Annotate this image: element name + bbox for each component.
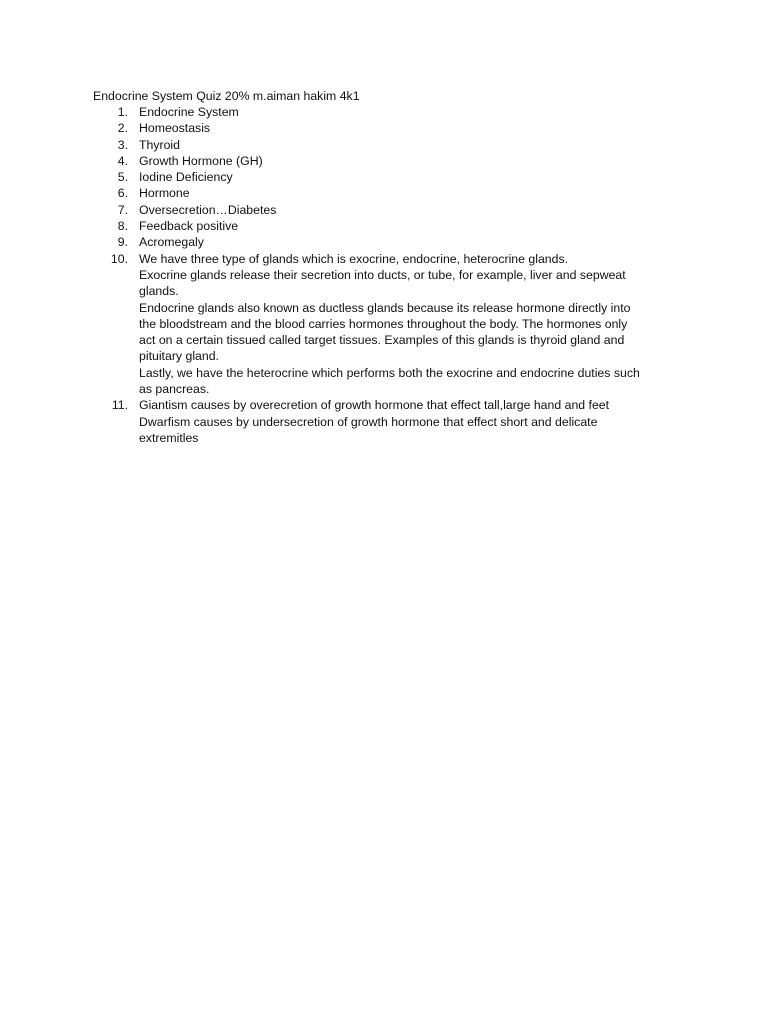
list-item bbox=[0, 234, 679, 250]
list-item-text-line: Iodine Deficiency bbox=[139, 170, 233, 185]
list-item-text-line: Lastly, we have the heterocrine which performs both the exocrine and endocrine duties such bbox=[139, 365, 640, 380]
list-item-text-line: Hormone bbox=[139, 186, 190, 201]
list-item bbox=[0, 153, 679, 169]
list-item-text-line: Endocrine System bbox=[139, 105, 239, 119]
answer-list bbox=[0, 104, 768, 446]
document-title: Endocrine System Quiz 20% m.aiman hakim 4k1 bbox=[93, 89, 360, 103]
list-item-number: 2. bbox=[117, 121, 128, 136]
list-item-text-line: Giantism causes by overecretion of growth hormone that effect tall,large hand and feet bbox=[139, 398, 610, 413]
list-item-number: 9. bbox=[117, 235, 128, 250]
list-item-number: 3. bbox=[117, 137, 128, 152]
list-item-text-line: Growth Hormone (GH) bbox=[139, 153, 263, 168]
list-item-number: 11. bbox=[111, 398, 128, 413]
list-item bbox=[0, 251, 679, 398]
list-item-text-line: Dwarfism causes by undersecretion of growth hormone that effect short and delicate bbox=[139, 414, 598, 429]
list-item bbox=[0, 137, 679, 153]
list-item-number: 1. bbox=[117, 105, 128, 119]
list-item-text-line: Exocrine glands release their secretion into ducts, or tube, for example, liver and sepweat bbox=[139, 267, 626, 282]
list-item bbox=[0, 202, 679, 218]
list-item-text-line: the bloodstream and the blood carries hormones throughout the body. The hormones only bbox=[139, 316, 628, 331]
list-item bbox=[0, 397, 679, 446]
list-item bbox=[0, 120, 679, 136]
list-item-text-line: Acromegaly bbox=[139, 235, 204, 250]
list-item-text-line: Thyroid bbox=[139, 137, 181, 152]
list-item bbox=[0, 104, 679, 120]
list-item-number: 7. bbox=[117, 202, 128, 217]
list-item-text-line: Oversecretion…Diabetes bbox=[139, 202, 277, 217]
list-item-text-line: glands. bbox=[139, 284, 179, 299]
list-item-number: 4. bbox=[117, 153, 128, 168]
list-item bbox=[0, 185, 679, 201]
list-item-text-line: act on a certain tissued called target tissues. Examples of this glands is thyroid gland and bbox=[139, 333, 625, 348]
list-item-number: 6. bbox=[117, 186, 128, 201]
list-item-number: 5. bbox=[117, 170, 128, 185]
list-item-text-line: Endocrine glands also known as ductless glands because its release hormone directly into bbox=[139, 300, 631, 315]
list-item bbox=[0, 218, 679, 234]
list-item bbox=[0, 169, 679, 185]
list-item-text-line: Homeostasis bbox=[139, 121, 211, 136]
list-item-text-line: We have three type of glands which is exocrine, endocrine, heterocrine glands. bbox=[139, 251, 569, 266]
list-item-number: 8. bbox=[117, 219, 128, 234]
list-item-text-line: as pancreas. bbox=[139, 382, 210, 397]
list-item-text-line: extremitles bbox=[139, 430, 199, 445]
list-item-text-line: Feedback positive bbox=[139, 219, 239, 234]
list-item-text-line: pituitary gland. bbox=[139, 349, 219, 364]
list-item-number: 10. bbox=[110, 251, 128, 266]
